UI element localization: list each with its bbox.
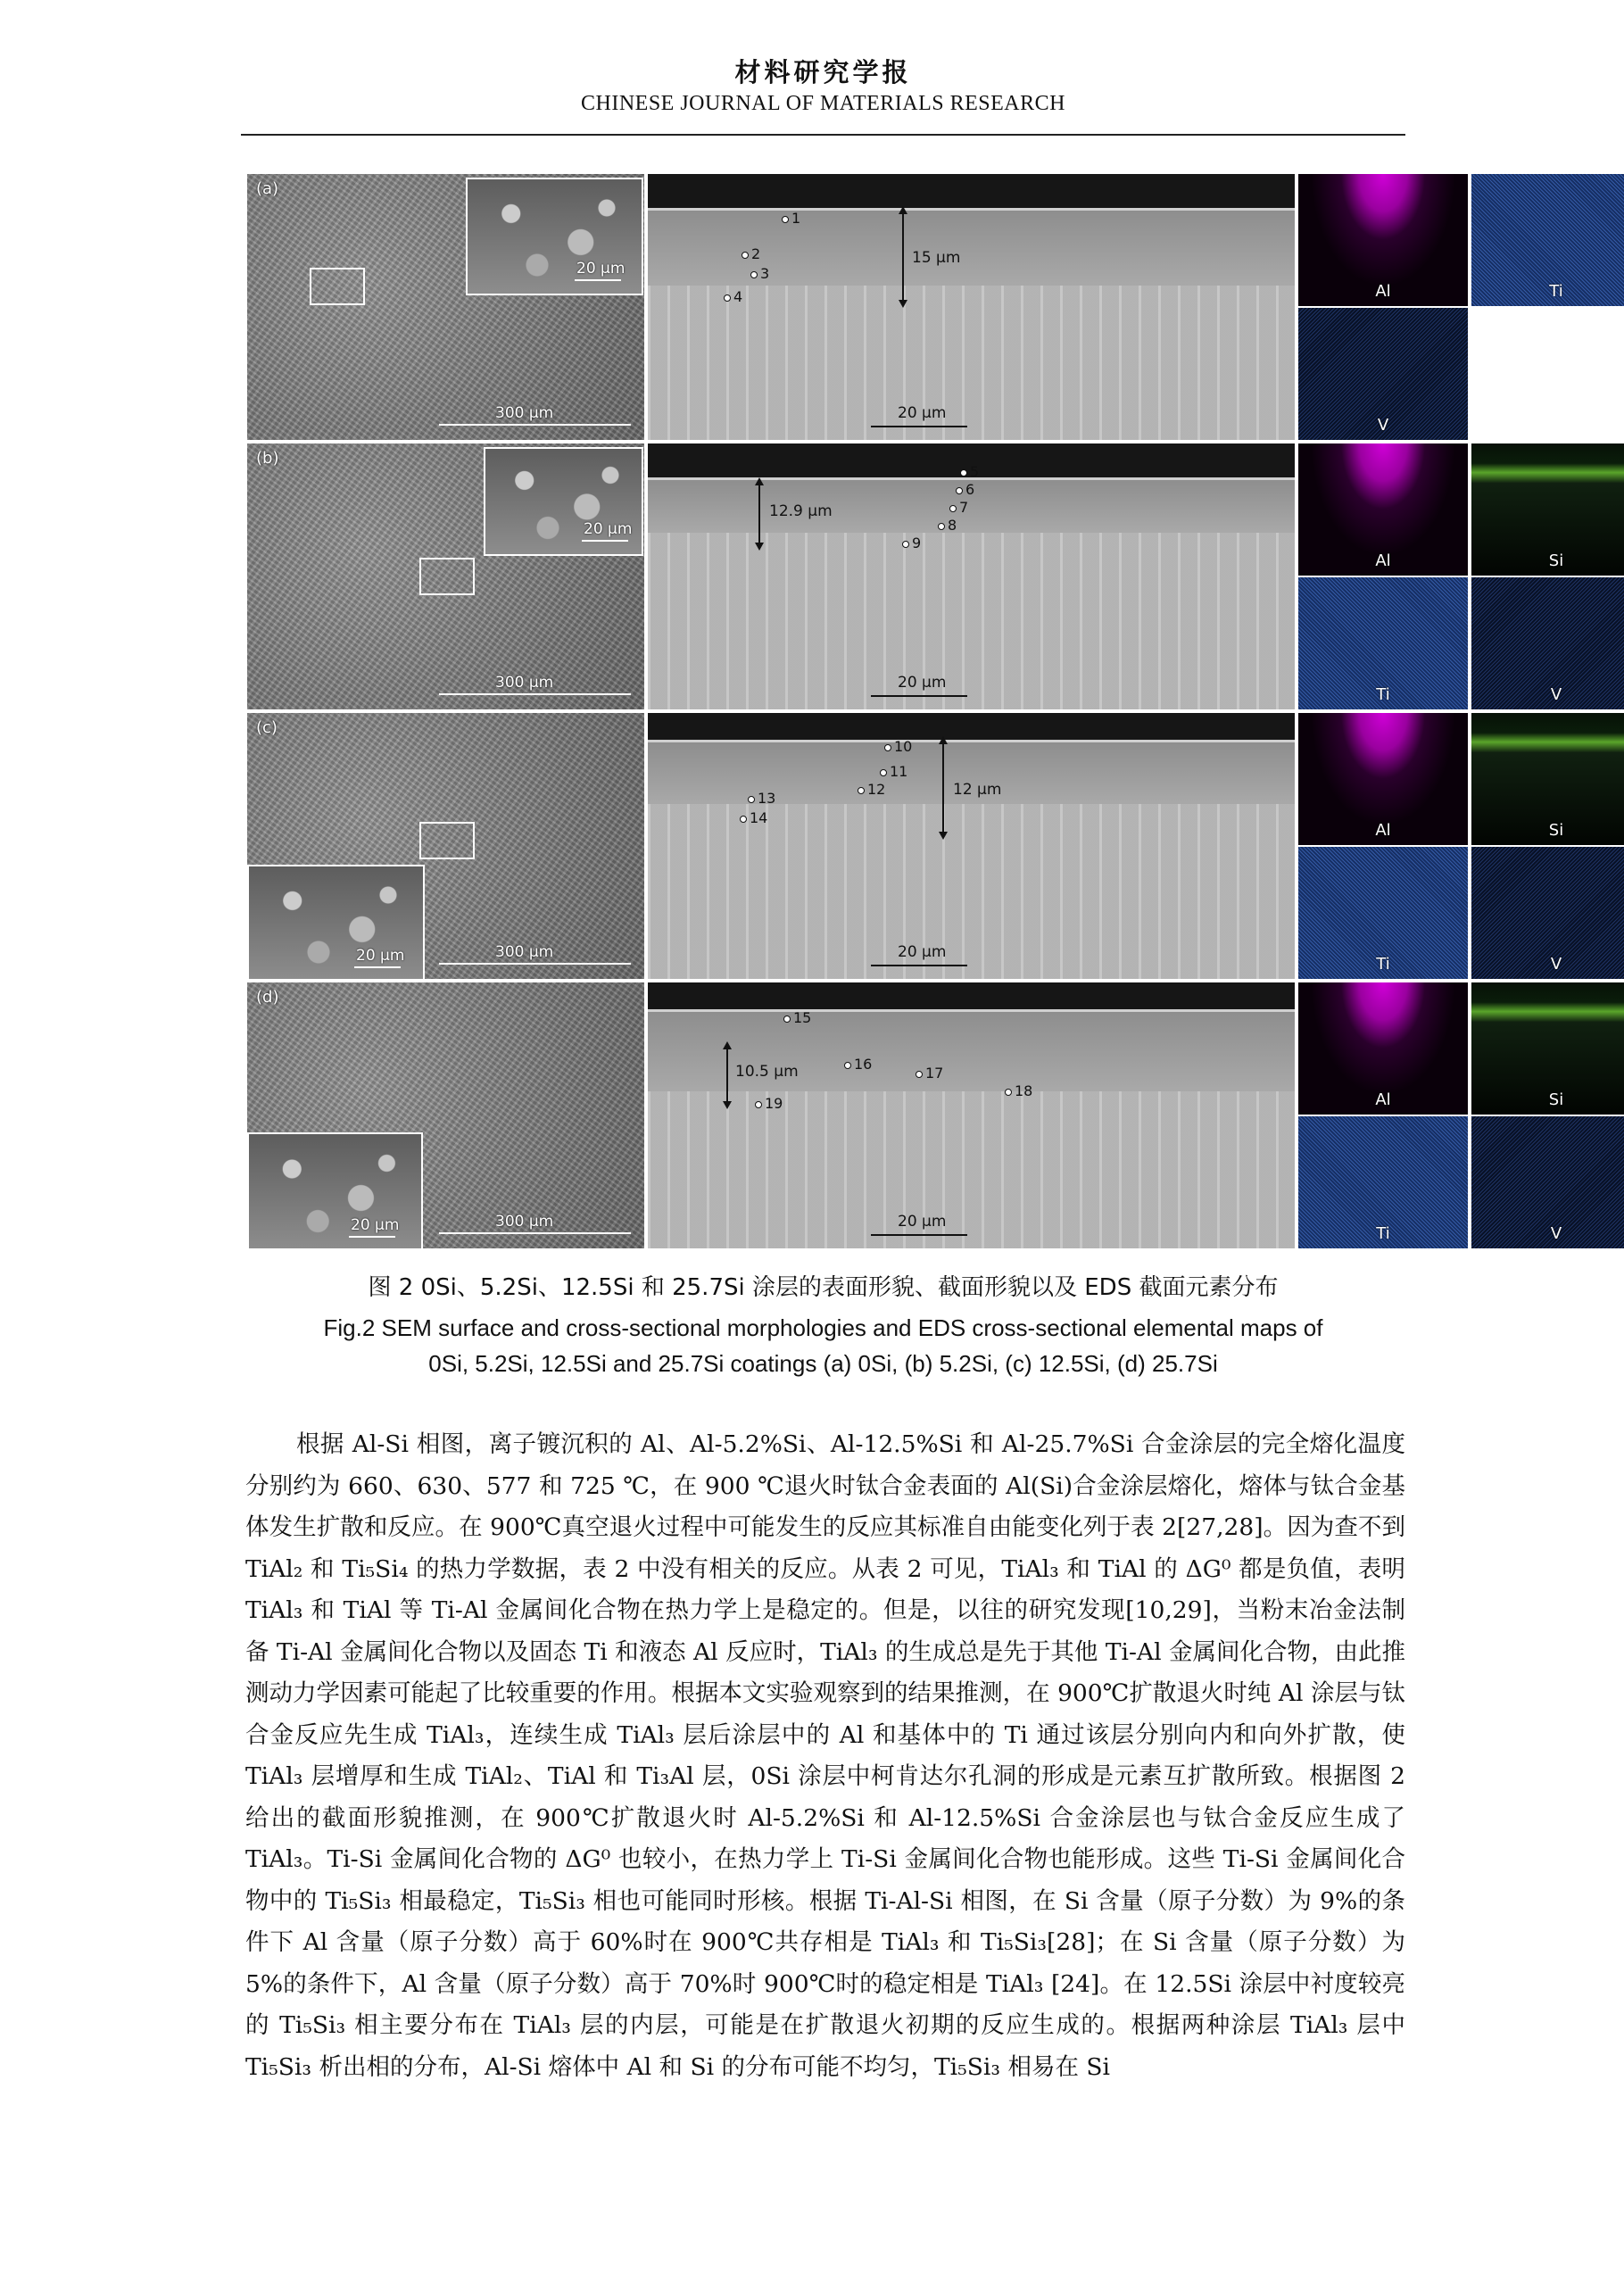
eds-map-label: Si [1548, 551, 1564, 570]
eds-point: 2 [742, 245, 760, 262]
eds-point: 12 [858, 781, 885, 798]
eds-map-label: Al [1375, 1090, 1391, 1109]
surface-scale-bar [439, 1232, 631, 1234]
surface-scale-bar [439, 693, 631, 695]
eds-point: 19 [755, 1095, 783, 1112]
sem-inset-image [247, 1132, 423, 1248]
inset-scale-label: 20 μm [351, 1216, 400, 1234]
cross-scale-label: 20 μm [898, 404, 947, 422]
eds-point: 5 [960, 463, 979, 480]
sem-surface-image [247, 174, 644, 440]
cross-section-image [648, 174, 1295, 440]
eds-map-label: Ti [1376, 955, 1390, 974]
eds-map-label: V [1550, 685, 1562, 704]
thickness-arrow [902, 208, 904, 306]
eds-map-label: Al [1375, 551, 1391, 570]
journal-header [241, 55, 1405, 118]
surface-scale-label: 300 μm [495, 674, 554, 692]
eds-map-label: V [1550, 955, 1562, 974]
eds-map-ti [1298, 577, 1468, 709]
eds-point: 4 [724, 288, 742, 305]
eds-point: 7 [949, 499, 968, 516]
cross-scale-label: 20 μm [898, 943, 947, 961]
magnified-region-box [310, 268, 365, 305]
eds-map-v [1471, 1116, 1624, 1248]
eds-map-ti [1471, 174, 1624, 306]
inset-scale-label: 20 μm [584, 520, 633, 538]
eds-map-v [1298, 308, 1468, 440]
figure-row-d [247, 982, 1564, 1248]
eds-map-v [1471, 847, 1624, 979]
figure-caption-cn: 图 2 0Si、5.2Si、12.5Si 和 25.7Si 涂层的表面形貌、截面形貌以及 EDS 截面元素分布 [368, 1274, 1279, 1301]
eds-point: 6 [956, 481, 974, 498]
eds-point: 17 [916, 1065, 943, 1082]
substrate-layer [648, 804, 1295, 979]
sem-inset-image [247, 865, 425, 979]
cross-scale-bar [871, 965, 967, 966]
cross-scale-label: 20 μm [898, 1213, 947, 1231]
eds-map-al [1298, 174, 1468, 306]
eds-map-label: Si [1548, 821, 1564, 840]
figure-row-b [247, 443, 1564, 709]
body-text [245, 1424, 1405, 2088]
eds-map-si [1471, 443, 1624, 576]
inset-scale-bar [354, 966, 401, 968]
eds-point: 16 [844, 1056, 872, 1073]
eds-map-al [1298, 713, 1468, 845]
eds-map-label: Ti [1549, 282, 1563, 301]
inset-scale-label: 20 μm [356, 947, 405, 965]
thickness-arrow [942, 738, 944, 838]
eds-point: 3 [750, 265, 769, 282]
eds-map-label: V [1550, 1224, 1562, 1243]
eds-point: 18 [1005, 1082, 1032, 1099]
eds-map-si [1471, 982, 1624, 1115]
cross-section-image [648, 713, 1295, 979]
thickness-label: 12 μm [953, 781, 1002, 799]
sem-surface-image [247, 713, 644, 979]
eds-point: 11 [880, 763, 907, 780]
cross-section-image [648, 982, 1295, 1248]
panel-letter: (a) [256, 179, 279, 198]
cross-scale-bar [871, 1234, 967, 1236]
eds-map-al [1298, 982, 1468, 1115]
eds-map-label: Ti [1376, 685, 1390, 704]
cross-section-image [648, 443, 1295, 709]
surface-scale-label: 300 μm [495, 943, 554, 961]
figure-row-c [247, 713, 1564, 979]
eds-point: 14 [740, 809, 767, 826]
eds-map-ti [1298, 847, 1468, 979]
magnified-region-box [419, 558, 475, 595]
cross-scale-label: 20 μm [898, 674, 947, 692]
eds-map-label: Si [1548, 1090, 1564, 1109]
substrate-layer [648, 1091, 1295, 1248]
surface-scale-label: 300 μm [495, 1213, 554, 1231]
inset-scale-label: 20 μm [576, 260, 626, 278]
eds-map-label: Al [1375, 282, 1391, 301]
inset-scale-bar [349, 1236, 395, 1238]
thickness-label: 10.5 μm [735, 1063, 799, 1081]
journal-title-cn: 材料研究学报 [734, 57, 912, 87]
figure-caption-en-line1: Fig.2 SEM surface and cross-sectional morphologies and EDS cross-sectional elemental maps of [323, 1314, 1323, 1341]
panel-letter: (c) [256, 718, 278, 737]
surface-scale-label: 300 μm [495, 404, 554, 422]
figure-row-a [247, 174, 1563, 440]
header-rule [241, 134, 1405, 136]
eds-map-al [1298, 443, 1468, 576]
thickness-label: 12.9 μm [769, 502, 833, 520]
eds-map-label: Ti [1376, 1224, 1390, 1243]
body-paragraph: 根据 Al-Si 相图，离子镀沉积的 Al、Al-5.2%Si、Al-12.5%Si 和 Al-25.7%Si 合金涂层的完全熔化温度分别约为 660、630、577 和 725 ℃，在 900 ℃退火时钛合金表面的 Al(Si)合金涂层熔化，熔体与钛合金基体发生扩散和反应。在 900℃真空退火过程中可能发生的反应其标准自由能变化列于表 2[27,28]。因为查不到 TiAl₂ 和 Ti₅Si₄ 的热力学数据，表 2 中没有相关的反应。从表 2 可见，TiAl₃ 和 TiAl 的 ΔG⁰ 都是负值，表明 TiAl₃ 和 TiAl 等 Ti-Al 金属间化合物在热力学上是稳定的。但是，以往的研究发现[10,29]，当粉末冶金法制备 Ti-Al 金属间化合物以及固态 Ti 和液态 Al 反应时，TiAl₃ 的生成总是先于其他 Ti-Al 金属间化合物，由此推测动力学因素可能起了比较重要的作用。根据本文实验观察到的结果推测，在 900℃扩散退火时纯 Al 涂层与钛合金反应先生成 TiAl₃，连续生成 TiAl₃ 层后涂层中的 Al 和基体中的 Ti 通过该层分别向内和向外扩散，使 TiAl₃ 层增厚和生成 TiAl₂、TiAl 和 Ti₃Al 层，0Si 涂层中柯肯达尔孔洞的形成是元素互扩散所致。根据图 2 给出的截面形貌推测，在 900℃扩散退火时 Al-5.2%Si 和 Al-12.5%Si 合金涂层也与钛合金反应生成了 TiAl₃。Ti-Si 金属间化合物的 ΔG⁰ 也较小，在热力学上 Ti-Si 金属间化合物也能形成。这些 Ti-Si 金属间化合物中的 Ti₅Si₃ 相最稳定，Ti₅Si₃ 相也可能同时形核。根据 Ti-Al-Si 相图，在 Si 含量（原子分数）为 9%的条件下 Al 含量（原子分数）高于 60%时在 900℃共存相是 TiAl₃ 和 Ti₅Si₃[28]；在 Si 含量（原子分数）为 5%的条件下，Al 含量（原子分数）高于 70%时 900℃时的稳定相是 TiAl₃ [24]。在 12.5Si 涂层中衬度较亮的 Ti₅Si₃ 相主要分布在 TiAl₃ 层的内层，可能是在扩散退火初期的反应生成的。根据两种涂层 TiAl₃ 层中 Ti₅Si₃ 析出相的分布，Al-Si 熔体中 Al 和 Si 的分布可能不均匀，Ti₅Si₃ 相易在 Si [245, 1430, 1405, 2081]
eds-point: 1 [782, 210, 800, 227]
eds-map-si [1471, 713, 1624, 845]
eds-point: 13 [748, 790, 775, 807]
sem-surface-image [247, 982, 644, 1248]
substrate-layer [648, 533, 1295, 709]
eds-point: 10 [884, 738, 912, 755]
sem-inset-image [484, 447, 643, 556]
figure-caption-en-line2: 0Si, 5.2Si, 12.5Si and 25.7Si coatings (a) 0Si, (b) 5.2Si, (c) 12.5Si, (d) 25.7Si [428, 1350, 1218, 1377]
eds-map-label: V [1377, 416, 1389, 435]
inset-scale-bar [575, 279, 621, 281]
cross-scale-bar [871, 695, 967, 697]
inset-scale-bar [582, 540, 628, 542]
eds-map-ti [1298, 1116, 1468, 1248]
thickness-arrow [758, 479, 760, 549]
eds-map-label: Al [1375, 821, 1391, 840]
eds-point: 9 [902, 535, 921, 551]
eds-point: 8 [938, 517, 957, 534]
surface-scale-bar [439, 963, 631, 965]
surface-scale-bar [439, 424, 631, 426]
sem-inset-image [466, 178, 643, 295]
figure-2 [247, 174, 1564, 1247]
eds-map-v [1471, 577, 1624, 709]
substrate-layer [648, 286, 1295, 440]
panel-letter: (b) [256, 449, 279, 468]
magnified-region-box [419, 822, 475, 859]
panel-letter: (d) [256, 988, 279, 1007]
thickness-arrow [726, 1043, 728, 1107]
thickness-label: 15 μm [912, 249, 961, 267]
sem-surface-image [247, 443, 644, 709]
journal-title-en: CHINESE JOURNAL OF MATERIALS RESEARCH [581, 92, 1065, 115]
eds-point: 15 [783, 1009, 811, 1026]
cross-scale-bar [871, 426, 967, 427]
